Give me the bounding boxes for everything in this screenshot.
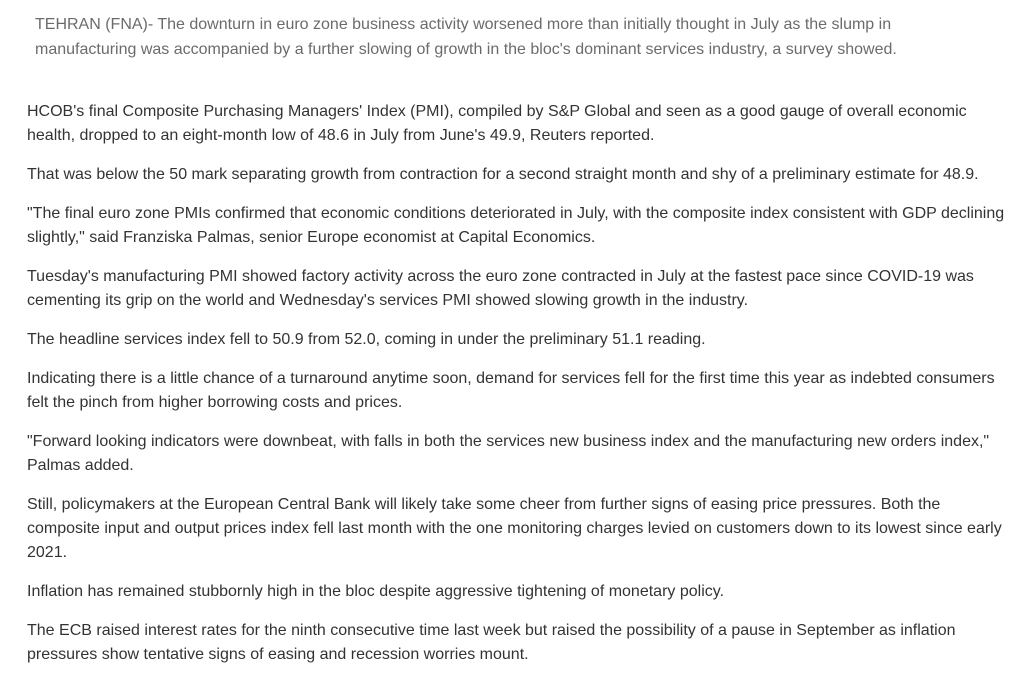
article-paragraph: "The final euro zone PMIs confirmed that economic conditions deteriorated in July, with the composite index consistent with GDP declining slightly," said Franziska Palmas, senior Europe economist at Capital Economics. xyxy=(27,205,1005,246)
article-lead: TEHRAN (FNA)- The downturn in euro zone business activity worsened more than initially thought in July as the slump in manufacturing was accompanied by a further slowing of growth in the bloc's dominant services industry, a survey showed. xyxy=(35,16,897,58)
article-paragraph: "Forward looking indicators were downbeat, with falls in both the services new business index and the manufacturing new orders index," Palmas added. xyxy=(27,433,990,474)
article-paragraph: HCOB's final Composite Purchasing Managers' Index (PMI), compiled by S&P Global and seen as a good gauge of overall economic health, dropped to an eight-month low of 48.6 in July from June's 49.9, Reuters reported. xyxy=(27,103,967,144)
article-paragraph: The headline services index fell to 50.9 from 52.0, coming in under the preliminary 51.1 reading. xyxy=(27,331,706,348)
article-paragraph: Indicating there is a little chance of a turnaround anytime soon, demand for services fell for the first time this year as indebted consumers felt the pinch from higher borrowing costs and prices. xyxy=(27,370,995,411)
article-body xyxy=(27,100,1007,682)
article-paragraph: Tuesday's manufacturing PMI showed factory activity across the euro zone contracted in July at the fastest pace since COVID-19 was cementing its grip on the world and Wednesday's services PMI showed slowing growth in the industry. xyxy=(27,268,974,309)
article-paragraph: Inflation has remained stubbornly high in the bloc despite aggressive tightening of monetary policy. xyxy=(27,583,725,600)
article-paragraph: That was below the 50 mark separating growth from contraction for a second straight month and shy of a preliminary estimate for 48.9. xyxy=(27,166,979,183)
article-paragraph: Still, policymakers at the European Central Bank will likely take some cheer from further signs of easing price pressures. Both the composite input and output prices index fell last month with the one monitoring charges levied on customers down to its lowest since early 2021. xyxy=(27,496,1002,561)
article-paragraph: The ECB raised interest rates for the ninth consecutive time last week but raised the possibility of a pause in September as inflation pressures show tentative signs of easing and recession worries mount. xyxy=(27,622,956,663)
